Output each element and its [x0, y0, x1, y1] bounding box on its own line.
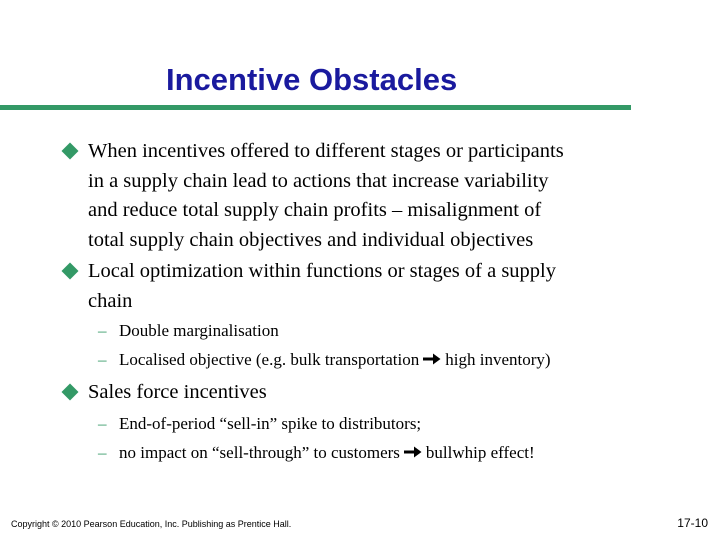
right-arrow-icon: [404, 438, 422, 467]
sub-bullet-text: high inventory): [445, 350, 551, 369]
bullet-line: and reduce total supply chain profits – misalignment of: [88, 199, 542, 221]
dash-bullet-icon: –: [98, 443, 107, 462]
sub-bullet-text: Double marginalisation: [119, 321, 279, 340]
bullet-line: Sales force incentives: [88, 381, 267, 403]
bullet-item: [64, 137, 664, 255]
dash-bullet-icon: –: [98, 350, 107, 369]
bullet-line: in a supply chain lead to actions that increase variability: [88, 169, 549, 192]
sub-bullet-item: [98, 409, 421, 438]
page-number: 17-10: [677, 516, 708, 530]
bullet-line: Local optimization within functions or stages of a supply: [88, 260, 556, 282]
sub-bullet-text: bullwhip effect!: [425, 443, 535, 462]
bullet-line: chain: [88, 289, 133, 312]
bullet-line: When incentives offered to different stages or participants: [88, 140, 564, 162]
dash-bullet-icon: –: [98, 321, 107, 340]
right-arrow-icon: [423, 345, 441, 374]
sub-bullet-item: [98, 438, 535, 467]
slide-title: Incentive Obstacles: [166, 62, 458, 97]
title-underline: [0, 105, 631, 110]
sub-bullet-text: no impact on “sell-through” to customers: [119, 443, 400, 462]
bullet-item: [64, 257, 664, 316]
sub-bullet-item: [98, 316, 279, 345]
sub-bullet-text: Localised objective (e.g. bulk transportation: [119, 350, 420, 369]
sub-bullet-text: End-of-period “sell-in” spike to distributors;: [119, 414, 422, 433]
bullet-item: [64, 378, 664, 408]
dash-bullet-icon: –: [98, 414, 107, 433]
copyright-footer: Copyright © 2010 Pearson Education, Inc. Publishing as Prentice Hall.: [11, 519, 292, 529]
sub-bullet-item: [98, 345, 551, 374]
bullet-line: total supply chain objectives and individual objectives: [88, 228, 534, 251]
